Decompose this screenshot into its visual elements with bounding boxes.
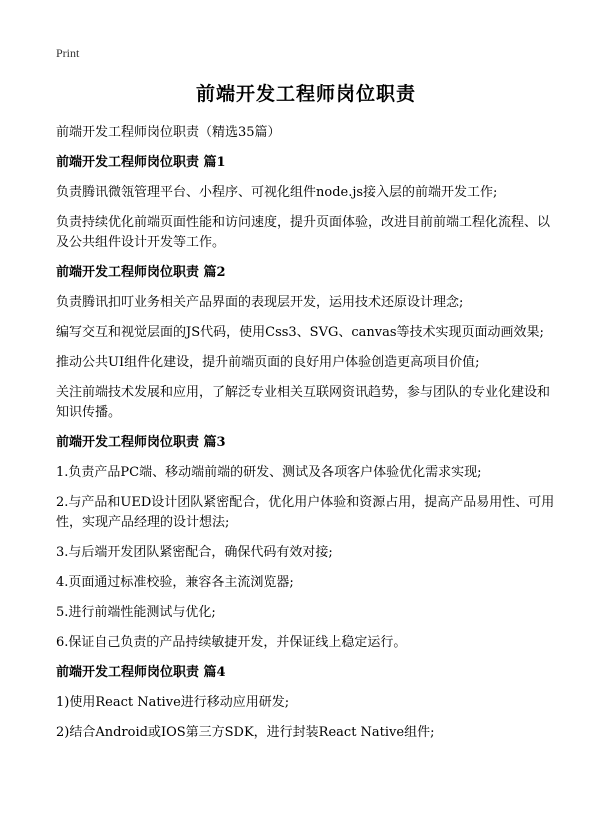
- section-heading: 前端开发工程师岗位职责 篇3: [56, 435, 226, 450]
- paragraph: 2.与产品和UED设计团队紧密配合，优化用户体验和资源占用，提高产品易用性、可用性，实现产品经理的设计想法;: [56, 495, 555, 530]
- section-heading: 前端开发工程师岗位职责 篇2: [56, 265, 226, 280]
- paragraph: 推动公共UI组件化建设，提升前端页面的良好用户体验创造更高项目价值;: [56, 355, 480, 370]
- paragraph: 1.负责产品PC端、移动端前端的研发、测试及各项客户体验优化需求实现;: [56, 465, 482, 480]
- section-4: [56, 663, 556, 743]
- paragraph: 5.进行前端性能测试与优化;: [56, 605, 216, 620]
- document-subtitle: 前端开发工程师岗位职责（精选35篇）: [56, 125, 281, 140]
- section-2: [56, 263, 556, 423]
- paragraph: 1)使用React Native进行移动应用研发;: [56, 695, 290, 710]
- paragraph: 2)结合Android或IOS第三方SDK，进行封装React Native组件;: [56, 725, 435, 740]
- print-link[interactable]: Print: [56, 46, 80, 60]
- section-3: [56, 433, 556, 653]
- section-1: [56, 153, 556, 253]
- paragraph: 负责持续优化前端页面性能和访问速度，提升页面体验，改进目前前端工程化流程、以及公共组件设计开发等工作。: [56, 215, 551, 250]
- document-title: 前端开发工程师岗位职责: [195, 83, 416, 105]
- section-heading: 前端开发工程师岗位职责 篇4: [56, 665, 226, 680]
- section-heading: 前端开发工程师岗位职责 篇1: [56, 155, 226, 170]
- paragraph: 编写交互和视觉层面的JS代码，使用Css3、SVG、canvas等技术实现页面动画效果;: [56, 325, 544, 340]
- paragraph: 4.页面通过标准校验，兼容各主流浏览器;: [56, 575, 294, 590]
- paragraph: 关注前端技术发展和应用，了解泛专业相关互联网资讯趋势，参与团队的专业化建设和知识传播。: [56, 385, 551, 420]
- paragraph: 6.保证自己负责的产品持续敏捷开发，并保证线上稳定运行。: [56, 635, 407, 650]
- paragraph: 3.与后端开发团队紧密配合，确保代码有效对接;: [56, 545, 333, 560]
- paragraph: 负责腾讯微瓴管理平台、小程序、可视化组件node.js接入层的前端开发工作;: [56, 185, 498, 200]
- paragraph: 负责腾讯扣叮业务相关产品界面的表现层开发，运用技术还原设计理念;: [56, 295, 464, 310]
